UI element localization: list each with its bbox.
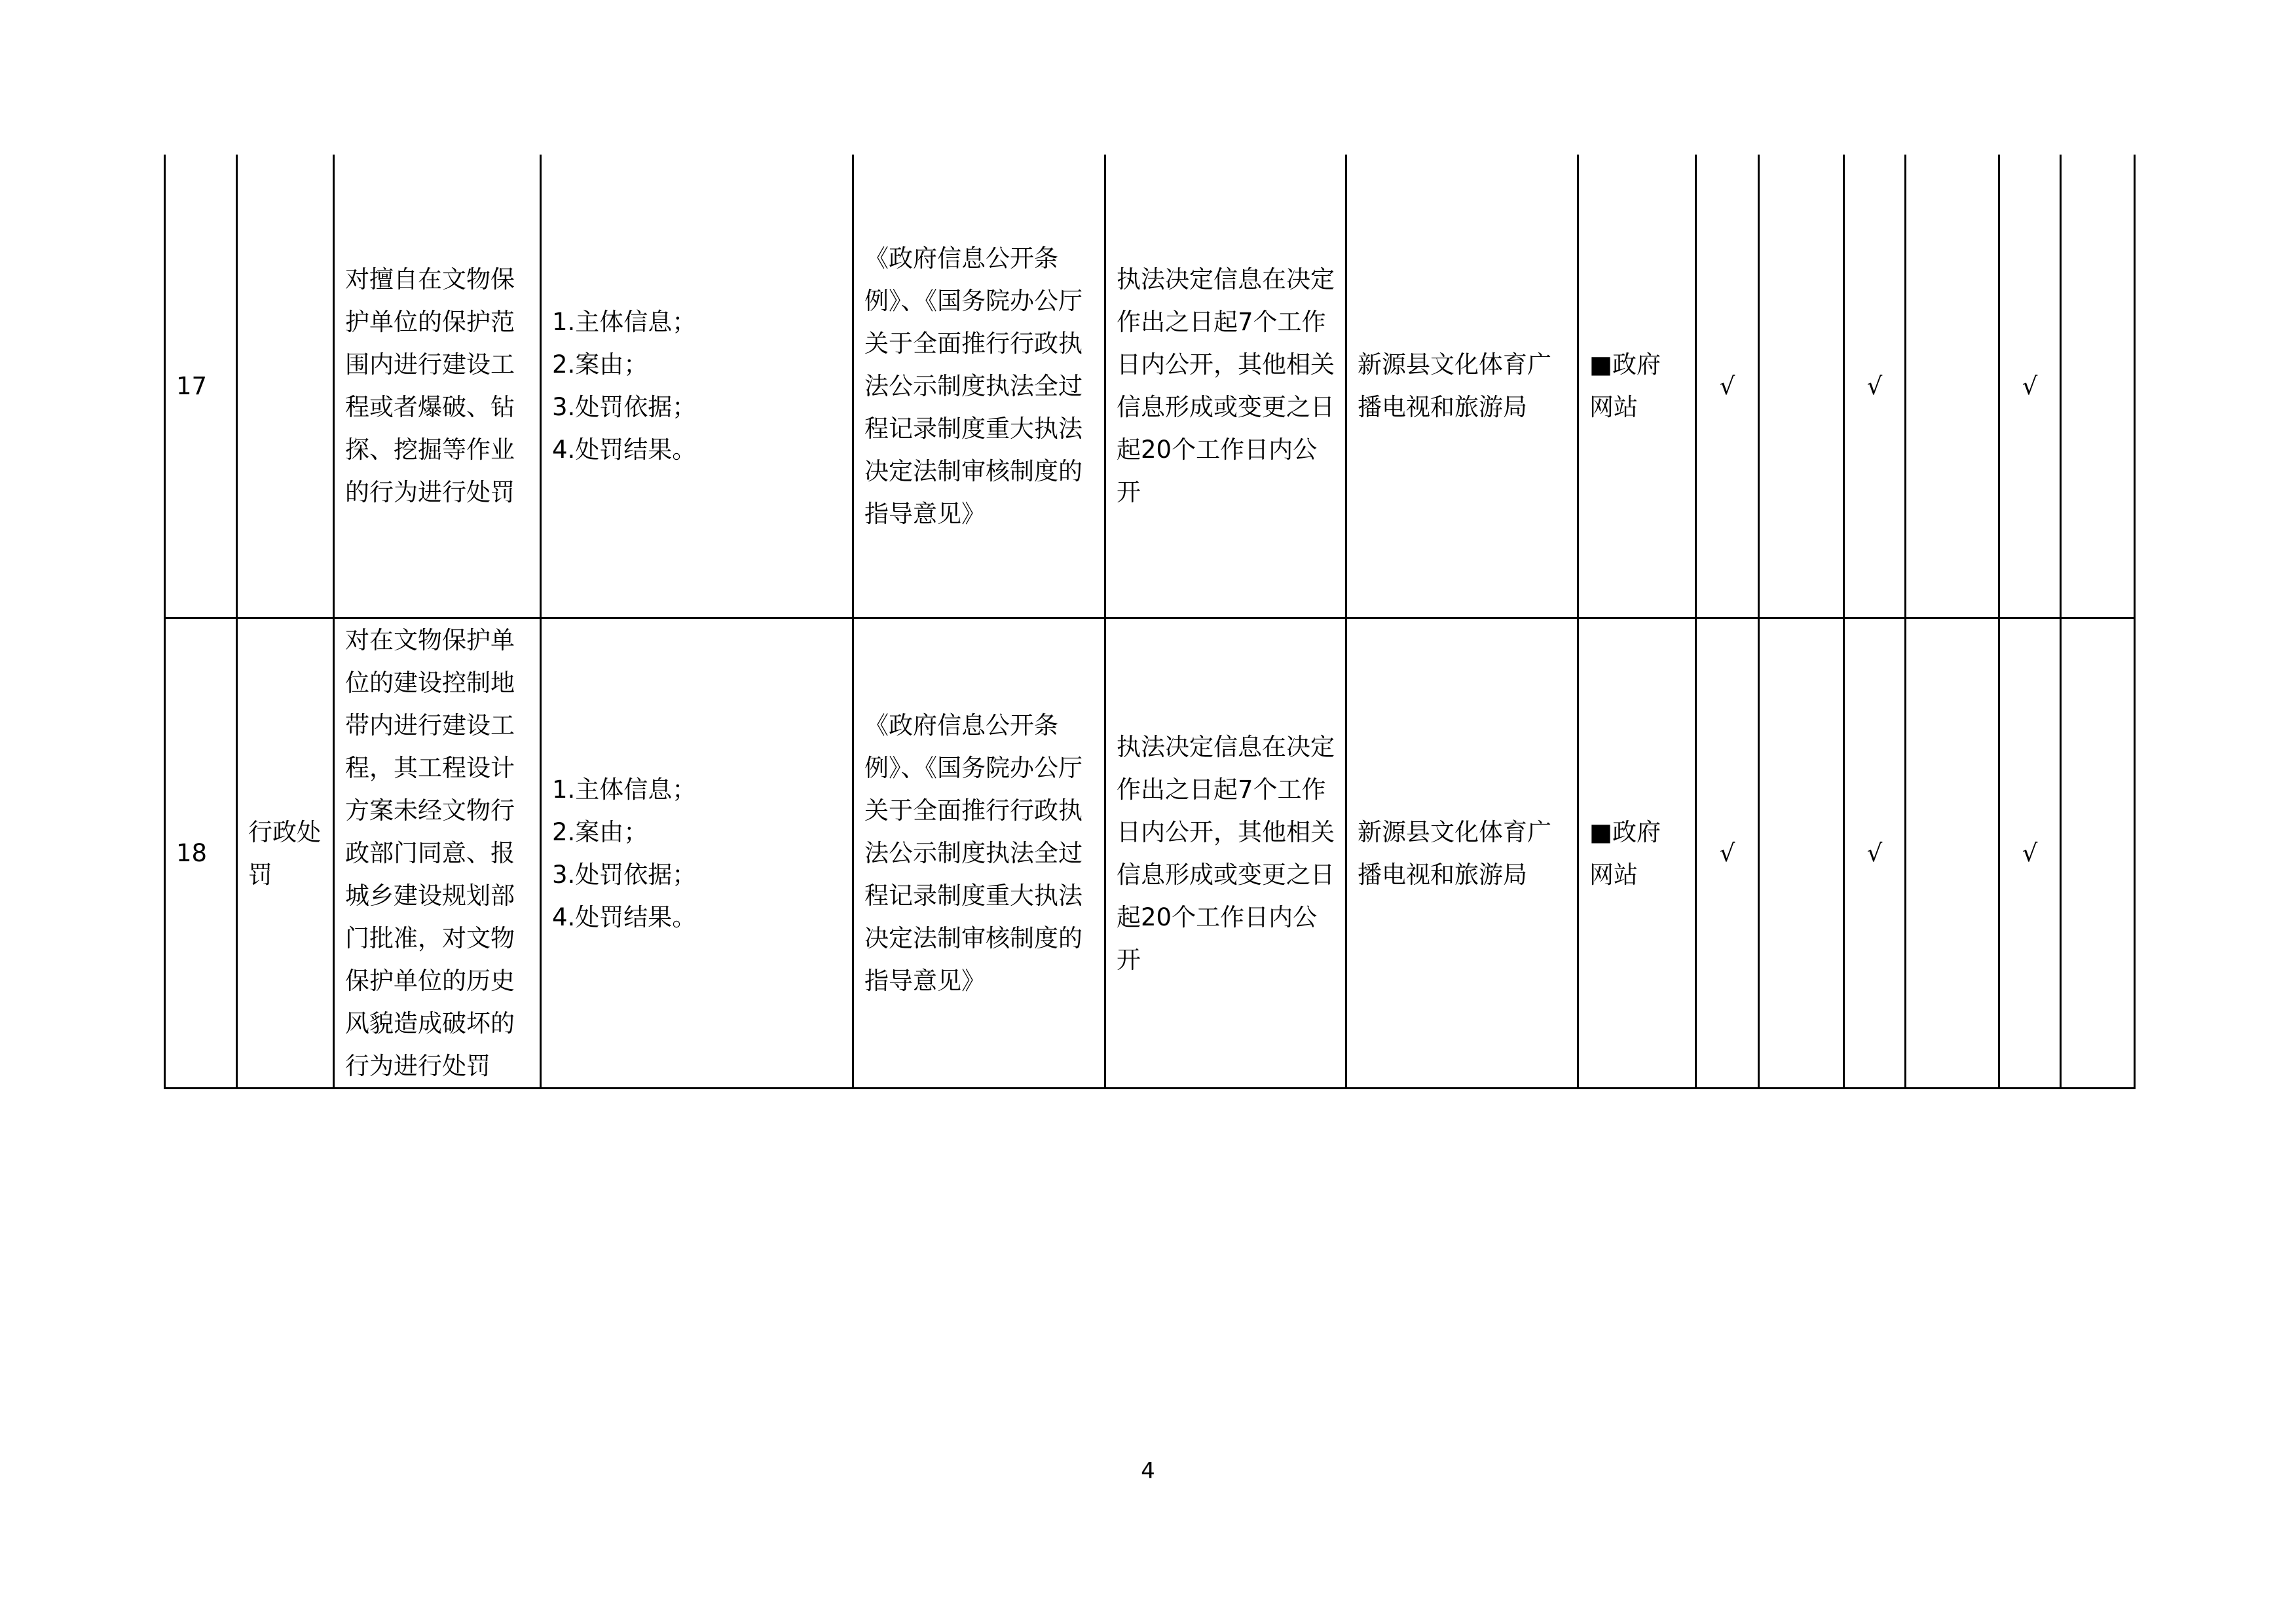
content-line: 2.案由； [552, 350, 648, 379]
item-cell: 对在文物保护单位的建设控制地带内进行建设工程，其工程设计方案未经文物行政部门同意、报城乡建设规划部门批准，对文物保护单位的历史风貌造成破坏的行为进行处罚 [334, 618, 541, 1089]
category-cell [237, 155, 334, 618]
row-number: 18 [165, 618, 237, 1089]
content-line: 1.主体信息； [552, 308, 697, 336]
check-cell-empty [1759, 155, 1844, 618]
check-mark: √ [1999, 155, 2061, 618]
item-cell: 对擅自在文物保护单位的保护范围内进行建设工程或者爆破、钻探、挖掘等作业的行为进行处罚 [334, 155, 541, 618]
check-mark: √ [1696, 155, 1759, 618]
check-mark: √ [1844, 155, 1906, 618]
content-cell [541, 618, 853, 1089]
check-cell-empty [2061, 618, 2135, 1089]
content-line: 2.案由； [552, 817, 648, 846]
row-number: 17 [165, 155, 237, 618]
check-cell-empty [1906, 155, 1999, 618]
check-cell-empty [1906, 618, 1999, 1089]
content-line: 1.主体信息； [552, 775, 697, 804]
subject-cell: 新源县文化体育广播电视和旅游局 [1346, 155, 1578, 618]
subject-cell: 新源县文化体育广播电视和旅游局 [1346, 618, 1578, 1089]
content-cell [541, 155, 853, 618]
category-cell: 行政处罚 [237, 618, 334, 1089]
table-row [165, 618, 2135, 1089]
check-mark: √ [1999, 618, 2061, 1089]
channel-cell: ■政府网站 [1578, 618, 1696, 1089]
disclosure-table [164, 155, 2136, 1089]
content-line: 4.处罚结果。 [552, 903, 697, 931]
channel-cell: ■政府网站 [1578, 155, 1696, 618]
content-line: 4.处罚结果。 [552, 436, 697, 464]
time-limit-cell: 执法决定信息在决定作出之日起7个工作日内公开，其他相关信息形成或变更之日起20个工作日内公开 [1105, 618, 1346, 1089]
basis-cell: 《政府信息公开条例》、《国务院办公厅关于全面推行行政执法公示制度执法全过程记录制度重大执法决定法制审核制度的指导意见》 [853, 155, 1105, 618]
check-cell-empty [2061, 155, 2135, 618]
check-mark: √ [1844, 618, 1906, 1089]
content-line: 3.处罚依据； [552, 860, 697, 889]
basis-cell: 《政府信息公开条例》、《国务院办公厅关于全面推行行政执法公示制度执法全过程记录制度重大执法决定法制审核制度的指导意见》 [853, 618, 1105, 1089]
page-number: 4 [1141, 1458, 1155, 1484]
check-cell-empty [1759, 618, 1844, 1089]
check-mark: √ [1696, 618, 1759, 1089]
table-row [165, 155, 2135, 618]
content-line: 3.处罚依据； [552, 393, 697, 421]
time-limit-cell: 执法决定信息在决定作出之日起7个工作日内公开，其他相关信息形成或变更之日起20个工作日内公开 [1105, 155, 1346, 618]
